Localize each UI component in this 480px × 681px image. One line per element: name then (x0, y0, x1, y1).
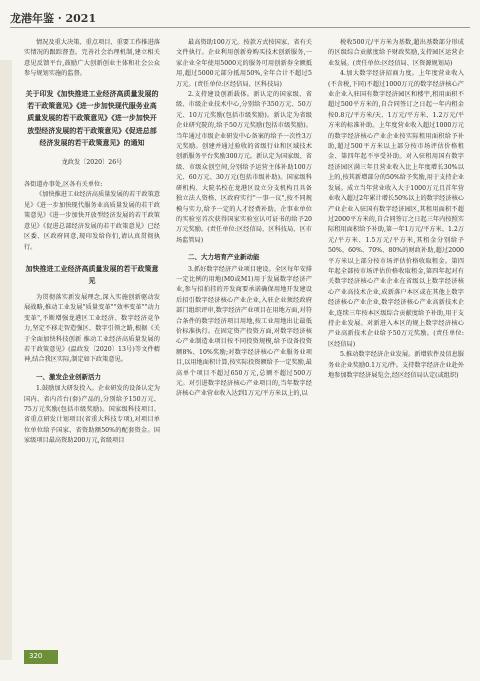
column-1 (24, 38, 160, 447)
paragraph: 3.抓好数字经济产业项目建设。全区每年安排一定比例的用地(M0或M1)用于发展数字经济产业,参与招拍挂的开发商要承诺确保用地开发建设后招引数字经济核心产业企业,入驻企业须经政府部门组织评审,数字经济产业项目在用地方面,对符合条件的数字经济项目用地,按工业用地出让最低价标准执行。在固定资产投资方面,对数字经济核心产业制造业项目按不同投资规模,给予设备投资额8%、10%奖励;对数字经济核心产业服务业项目,以用地面积计算,按实际投资额给予一定奖励,最高单个项目不超过650万元,总额不超过500万元。对引进数字经济核心产业项目的,当年数字经济核心产业营业收入达到1万元/平方米以上的,以 (176, 265, 312, 398)
subheading: 二、大力培育产业新动能 (188, 253, 260, 262)
paragraph: 4.加大数字经济招商力度。上年度营业收入(不含税,下同)不超过1000万元的数字经济核心产业企业入驻国有数字经济园区和楼宇,租用面积不超过500平方米的,自合同签订之日起一年内租金按0.8元/平方米/天、1万元/平方米、1.2万元/平方米的标准补助。上年度营业收入超过1000万元的数字经济核心产业企业按实际租用面积给予补助,超过500平方米以上部分按市场评估价格租金、第四年起不享受补助。对入驻租用国有数字经济园区满三年且营业收入比上年度增长30%以上的,按其新增部分的50%给予奖励,用于支持企业发展。成立当年营业收入大于1000万元且首年营业收入超过2年累计增长50%以上的数字经济核心产业企业入驻国有数字经济园区,其租用面积不超过2000平方米的,自合同签订之日起三年内按照实际租用面积给予补助,第一年1万元/平方米、1.2万元/平方米、1.5万元/平方米,其租金分别给予50%、60%、70%、80%的财政补助,超过2000平方米以上部分按市场评估价格收取租金。第四年起全部按市场评估价格收取租金,第四年起对有关数字经济核心产业企业在省级以上数字经济核心产业高技术企业,成新落户本区或在其他上数字经济核心产业企业,数字经济核心产业高新技术企业,连续三年按本区级综合贡献度给予补助,用于支持企业发展。对新进入本区的规上数字经济核心产业高新技术企业给予50万元奖励。(责任单位:区经信局) (328, 70, 464, 348)
subheading: 一、激发企业创新活力 (36, 372, 101, 381)
paragraph: 1.鼓励加大研发投入。企业研发的设备认定为国内、省内首台(套)产品的,分别给予150万元、75万元奖励(包括市级奖励)。国家级科技项目、省重点研发计划项目(省重大科技专项),对项目单位单位给予国家、省资助额50%的配套资金。国家级项目最高资助200万元,省级项目 (24, 385, 160, 445)
header-rule (10, 27, 470, 28)
paragraph: 5.推动数字经济企业发展。新增软件及信息服务业企业奖励0.1万元/件。支持数字经济企业赴外地参加数字经济展览会,经区经信局认定(或组织) (328, 351, 464, 379)
page-header (10, 8, 470, 28)
page-number: 320 (29, 652, 43, 660)
paragraph: 2.支持建设创新载体。新认定的国家级、省级、市级企业技术中心,分别给予350万元、50万元、10万元奖励(包括市级奖励)。新认定为省级企业研究院的,给予50万元奖励(包括市级奖励)。当年通过市级企业研发中心备案的给予一次性3万元奖励。创建并通过验收的省级行业和区域技术创新服务平台奖励300万元。新认定为国家级、省级、市级众创空间,分别给予运营主体补助100万元、60万元、30万元(包括市级补助)。国家级科研机构、大院名校在龙港区设立分支机构且具备独立法人资格、区政府实行"一事一议",按不同规模与实力,给予一定的人才经费补助。企事业单位的实验室首次获得国家实验室认可证书的给予20万元奖励。(责任单位:区经信局、区科技局、区市场监管局) (176, 91, 312, 244)
column-2 (176, 38, 312, 400)
document-number: 龙政发〔2020〕26号 (61, 158, 123, 166)
notice-title: 关于印发《加快推进工业经济高质量发展的若干政策意见》《进一步加快现代服务业高质量发展的若干政策意见》《进一步加快开放型经济发展的若干政策意见》《促进总部经济发展的若干政策意见》的通知 (25, 88, 159, 148)
addressee: 各街道办事处,区各有关单位: (24, 181, 103, 189)
paragraph: 税收500元/平方米为基数,超出基数部分形成的区级综合贡献度给予财政奖励,支持园区运营企业发展。(责任单位:区经信局、区资源规划局) (328, 39, 464, 67)
left-margin-band (0, 60, 12, 660)
paragraph: 情况及重大决策、重点项目、重要工作推进落实情况的跟踪督查。完善社会治理机制,建立相关意见反馈平台,鼓励广大创新创业主体和社会公众参与规划实施的监督。 (24, 39, 160, 78)
column-3 (328, 38, 464, 381)
yearbook-title: 龙港年鉴 · 2021 (10, 12, 97, 25)
section-title: 加快推进工业经济高质量发展的若干政策意见 (25, 263, 159, 285)
paragraph: 为贯彻落实新发展理念,深入实施创新驱动发展战略,推动工业发展"质量变革""效率变革""动力变革",不断增强龙港区工业经济、数字经济竞争力,坚定不移走智造强区、数字引领之路,根据《关于全面加快科技创新 推动工业经济高质量发展的若干政策意见》(温政发〔2020〕13号)等文件精神,结合我区实际,制定如下政策意见。 (24, 293, 160, 364)
paragraph: 最高资助100万元。按款方式按国家、省有关文件执行。企业利用创新券购买技术创新服务,一家企业全年使用5000元的服务可用创新券全额抵用,超过5000元部分抵用50%,全年合计不超过5万元。(责任单位:区经信局、区科技局) (176, 39, 312, 88)
paragraph: 《加快推进工业经济高质量发展的若干政策意见》《进一步加快现代服务业高质量发展的若干政策意见》《进一步加快开放型经济发展的若干政策意见》《促进总部经济发展的若干政策意见》已经区委、区政府同意,现印发给你们,请认真贯彻执行。 (24, 191, 160, 251)
